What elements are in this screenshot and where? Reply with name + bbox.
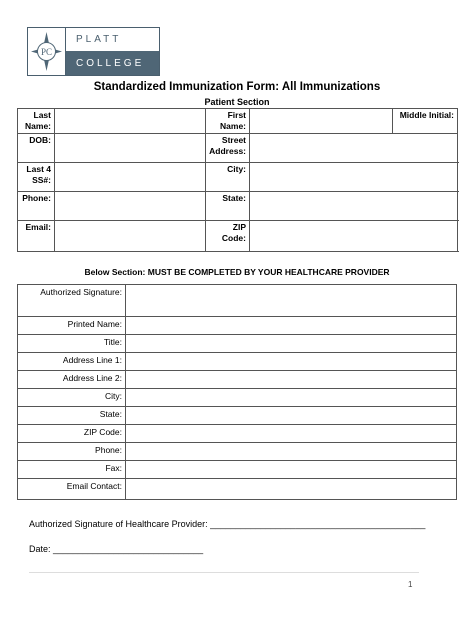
last4-ssn-label: Last 4 SS#:	[18, 163, 55, 192]
last-name-label: Last Name:	[18, 109, 55, 134]
provider-field-label: Address Line 2:	[18, 371, 126, 389]
logo-line1: PLATT	[66, 28, 159, 51]
state-label: State:	[206, 192, 250, 221]
email-label: Email:	[18, 221, 55, 252]
signature-line[interactable]: Authorized Signature of Healthcare Provider: ___________________________________________	[29, 519, 426, 529]
provider-field-label: Email Contact:	[18, 479, 126, 500]
address-line-1-field[interactable]	[126, 353, 457, 371]
street-address-field[interactable]	[250, 134, 458, 163]
provider-field-label: Fax:	[18, 461, 126, 479]
email-field[interactable]	[55, 221, 206, 252]
provider-field-label: City:	[18, 389, 126, 407]
provider-section-title: Below Section: MUST BE COMPLETED BY YOUR HEALTHCARE PROVIDER	[84, 267, 390, 277]
provider-table	[17, 284, 457, 500]
address-line-2-field[interactable]	[126, 371, 457, 389]
printed-name-field[interactable]	[126, 317, 457, 335]
title-field[interactable]	[126, 335, 457, 353]
compass-star-icon	[28, 28, 66, 75]
authorized-signature-field[interactable]	[126, 285, 457, 317]
provider-field-label: Title:	[18, 335, 126, 353]
phone-field[interactable]	[55, 192, 206, 221]
provider-field-label: ZIP Code:	[18, 425, 126, 443]
dob-field[interactable]	[55, 134, 206, 163]
last-name-field[interactable]	[55, 109, 206, 134]
platt-college-logo	[27, 27, 160, 76]
middle-initial-label: Middle Initial:	[393, 109, 458, 134]
street-address-label: Street Address:	[206, 134, 250, 163]
last4-ssn-field[interactable]	[55, 163, 206, 192]
dob-label: DOB:	[18, 134, 55, 163]
provider-field-label: State:	[18, 407, 126, 425]
provider-fax-field[interactable]	[126, 461, 457, 479]
patient-table	[17, 108, 458, 252]
provider-field-label: Authorized Signature:	[18, 285, 126, 317]
footer-divider	[29, 572, 419, 573]
date-line[interactable]: Date: ______________________________	[29, 544, 204, 554]
page-number: 1	[408, 580, 413, 589]
logo-monogram: PC	[40, 47, 53, 57]
provider-state-field[interactable]	[126, 407, 457, 425]
zip-code-label: ZIP Code:	[206, 221, 250, 252]
provider-field-label: Printed Name:	[18, 317, 126, 335]
provider-field-label: Address Line 1:	[18, 353, 126, 371]
first-name-label: First Name:	[206, 109, 250, 134]
provider-zip-field[interactable]	[126, 425, 457, 443]
state-field[interactable]	[250, 192, 458, 221]
form-title: Standardized Immunization Form: All Immunizations	[93, 81, 381, 93]
city-label: City:	[206, 163, 250, 192]
patient-section-title: Patient Section	[204, 97, 270, 107]
zip-code-field[interactable]	[250, 221, 458, 252]
logo-line2: COLLEGE	[66, 51, 159, 75]
provider-field-label: Phone:	[18, 443, 126, 461]
first-name-field[interactable]	[250, 109, 393, 134]
provider-phone-field[interactable]	[126, 443, 457, 461]
city-field[interactable]	[250, 163, 458, 192]
provider-city-field[interactable]	[126, 389, 457, 407]
phone-label: Phone:	[18, 192, 55, 221]
provider-email-field[interactable]	[126, 479, 457, 500]
